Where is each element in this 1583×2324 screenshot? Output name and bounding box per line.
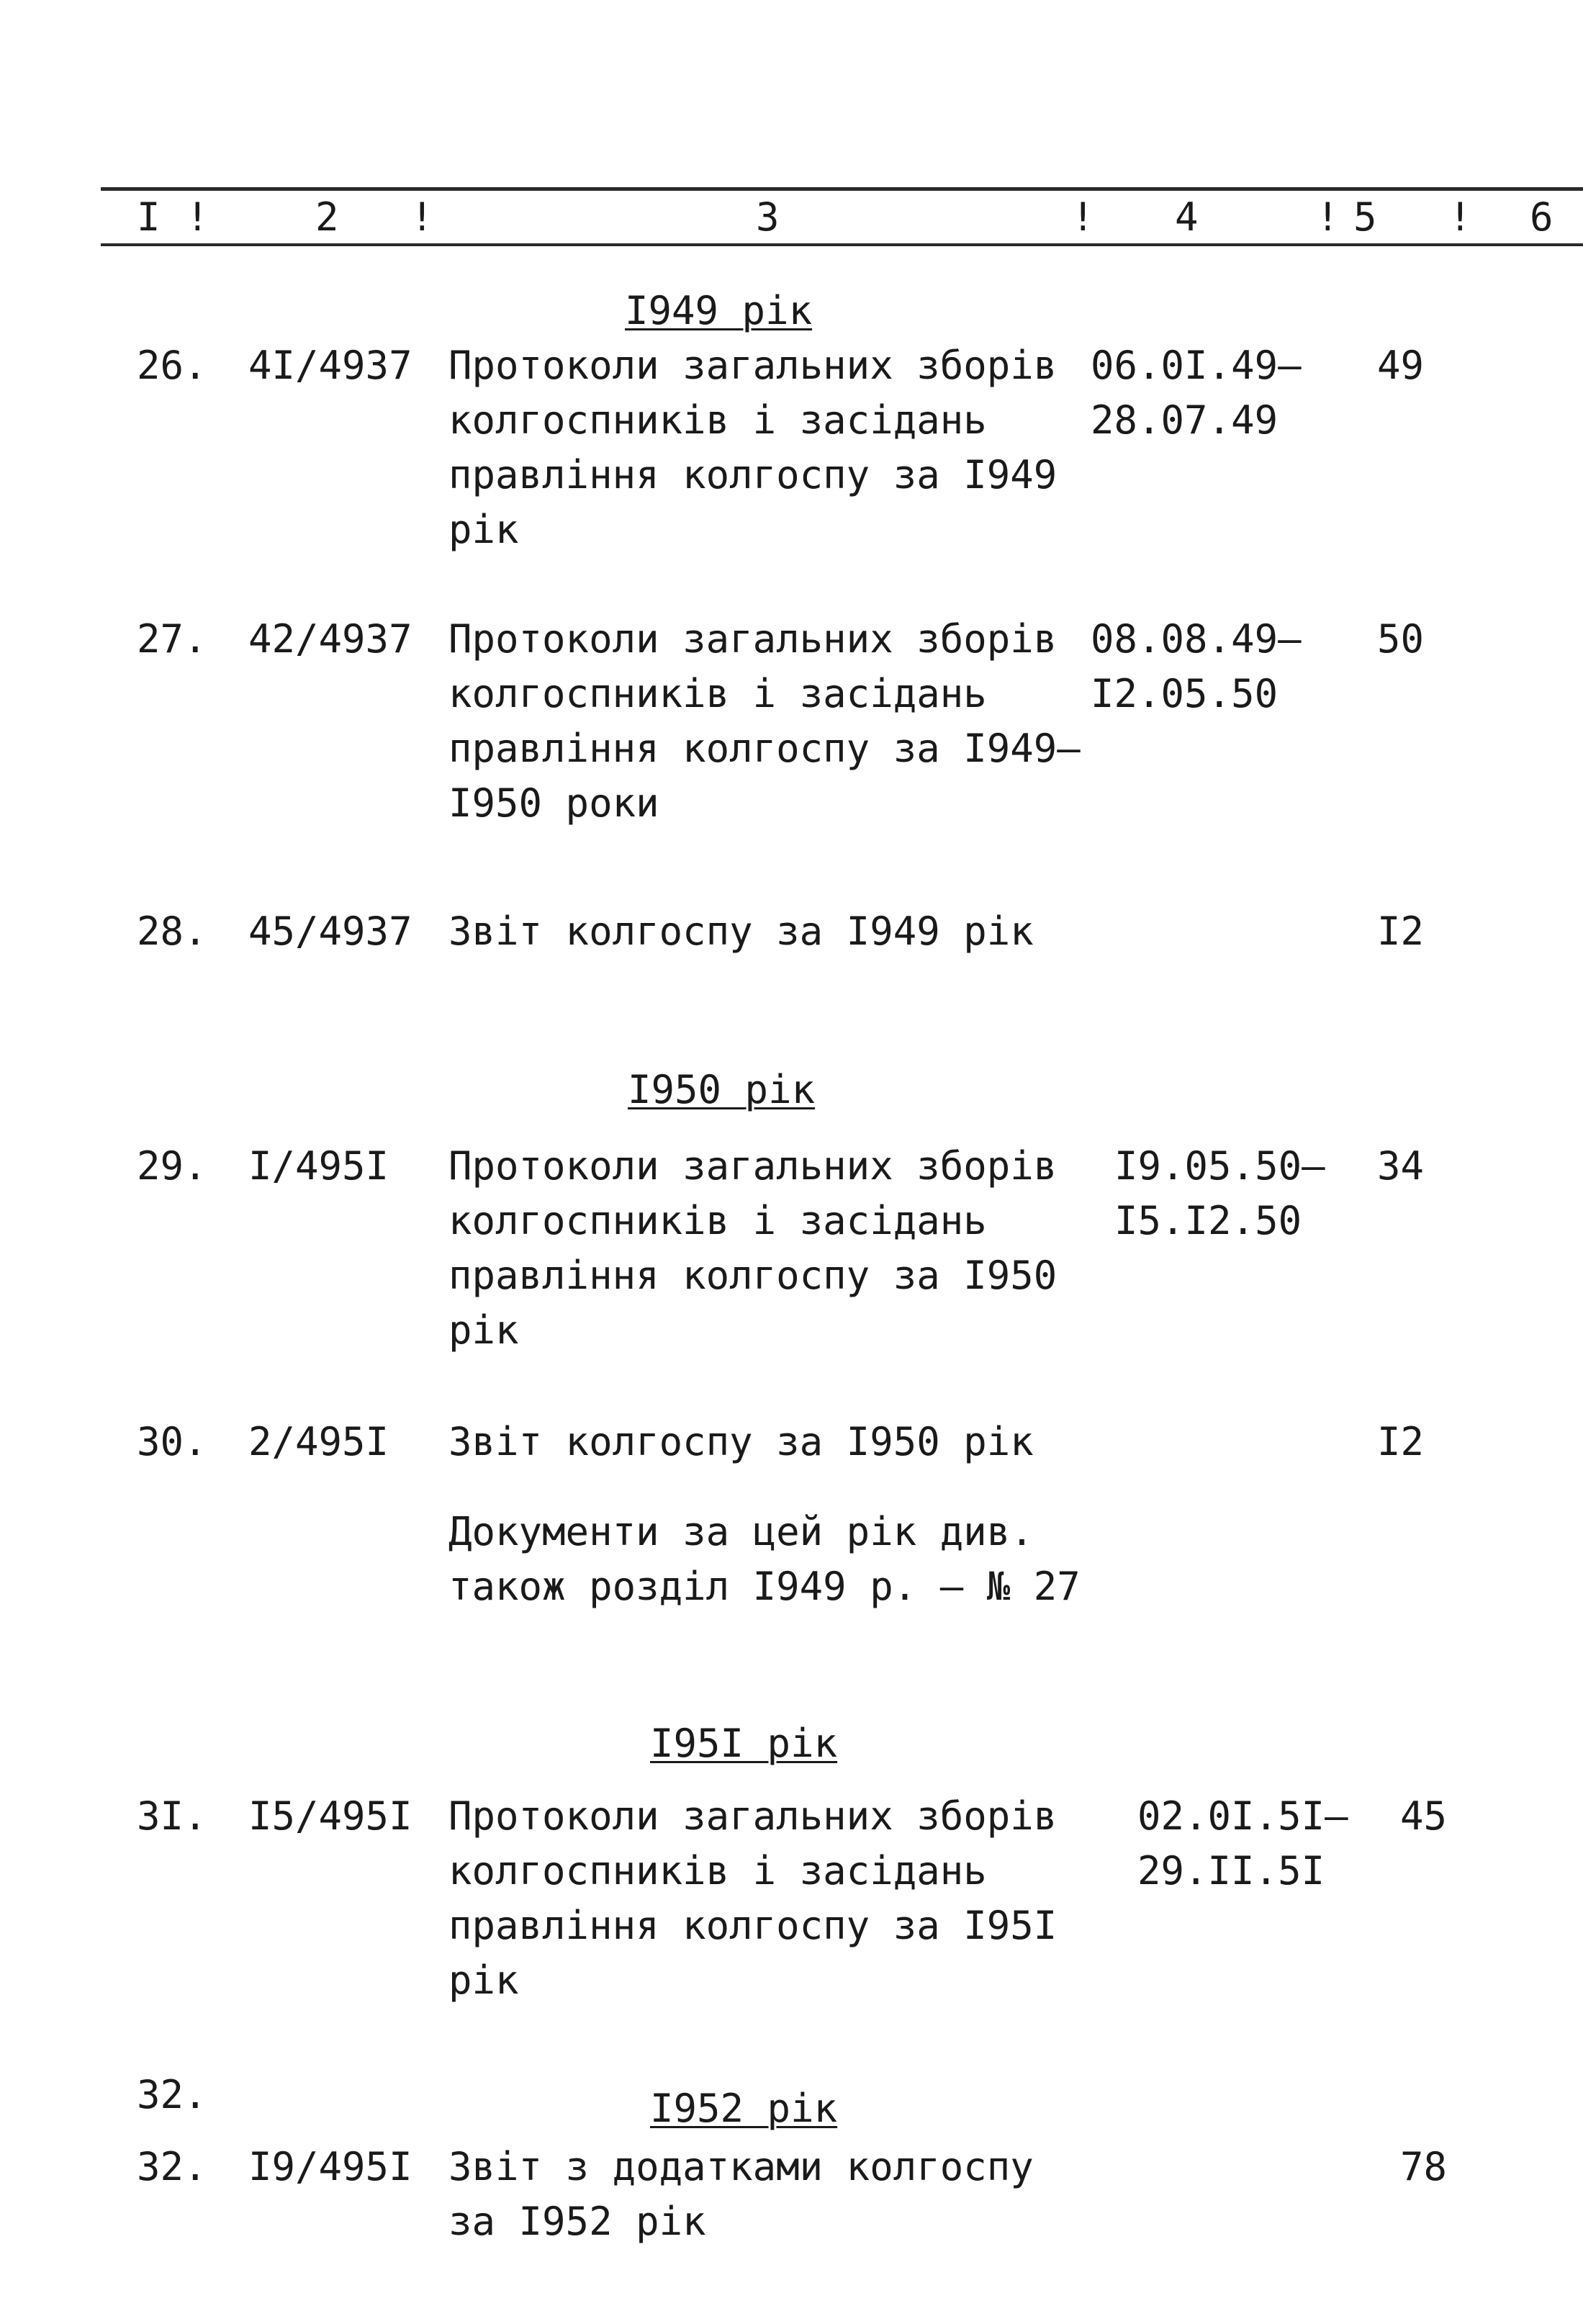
entry-dates: 08.08.49– I2.05.50	[1091, 616, 1302, 716]
entry-title: Звіт колгоспу за I949 рік	[448, 909, 1034, 954]
year-heading: I952 рік	[650, 2086, 838, 2131]
entry-code: I/495I	[248, 1143, 389, 1189]
header-separator: !	[186, 194, 209, 240]
header-top-rule	[101, 187, 1583, 191]
header-col-2: 2	[315, 194, 339, 240]
entry-number: 27.	[137, 616, 207, 662]
entry-title: Звіт з додатками колгоспу за I952 рік	[448, 2144, 1034, 2244]
entry-dates: 02.0I.5I– 29.II.5I	[1137, 1793, 1348, 1893]
entry-number: 30.	[137, 1419, 207, 1464]
header-bottom-rule	[101, 243, 1583, 246]
entry-pages: 49	[1376, 343, 1424, 388]
entry-code: 45/4937	[248, 909, 412, 954]
header-separator: !	[1071, 194, 1095, 240]
entry-number: 32.	[137, 2144, 207, 2189]
entry-dates: 06.0I.49– 28.07.49	[1091, 343, 1302, 443]
entry-title: Протоколи загальних зборів колгоспників і засідань правління колгоспу за I95I рік	[448, 1793, 1057, 2003]
entry-number: 3I.	[137, 1793, 207, 1839]
entry-number: 26.	[137, 343, 207, 388]
header-col-5: 5	[1353, 194, 1377, 240]
header-separator: !	[1316, 194, 1340, 240]
entry-dates: I9.05.50– I5.I2.50	[1114, 1143, 1325, 1243]
header-col-6: 6	[1530, 194, 1553, 240]
entry-number: 29.	[137, 1143, 207, 1189]
section-note: Документи за цей рік див. також розділ I949 р. – № 27	[448, 1509, 1081, 1609]
entry-code: 4I/4937	[248, 343, 412, 388]
header-separator: !	[410, 194, 434, 240]
year-heading: I949 рік	[625, 288, 813, 333]
entry-pages: I2	[1376, 1419, 1424, 1464]
header-separator: !	[1448, 194, 1472, 240]
entry-code: I5/495I	[248, 1793, 412, 1839]
entry-code: 42/4937	[248, 616, 412, 662]
entry-title: Протоколи загальних зборів колгоспників і засідань правління колгоспу за I950 рік	[448, 1143, 1057, 1353]
entry-number: 32.	[137, 2072, 207, 2117]
entry-pages: 50	[1376, 616, 1424, 662]
entry-code: 2/495I	[248, 1419, 389, 1464]
year-heading: I95I рік	[650, 1721, 838, 1766]
entry-title: Протоколи загальних зборів колгоспників і засідань правління колгоспу за I949 рік	[448, 343, 1057, 552]
header-col-4: 4	[1175, 194, 1199, 240]
entry-title: Протоколи загальних зборів колгоспників і засідань правління колгоспу за I949– I950 роки	[448, 616, 1081, 826]
header-col-3: 3	[756, 194, 780, 240]
header-col-1: I	[137, 194, 161, 240]
entry-pages: 34	[1376, 1143, 1424, 1189]
entry-pages: 78	[1399, 2144, 1447, 2189]
entry-pages: 45	[1399, 1793, 1447, 1839]
entry-number: 28.	[137, 909, 207, 954]
year-heading: I950 рік	[628, 1067, 816, 1112]
entry-pages: I2	[1376, 909, 1424, 954]
entry-code: I9/495I	[248, 2144, 412, 2189]
entry-title: Звіт колгоспу за I950 рік	[448, 1419, 1034, 1464]
